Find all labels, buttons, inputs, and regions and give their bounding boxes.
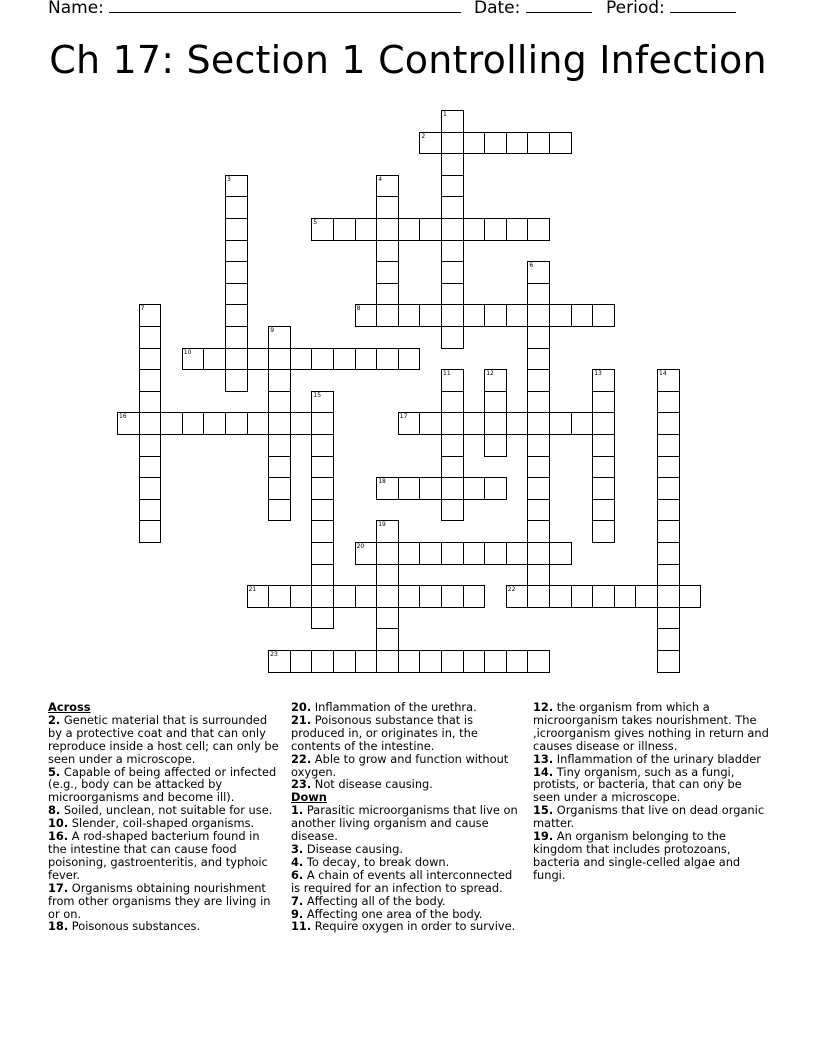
- grid-cell[interactable]: [203, 348, 226, 371]
- grid-cell[interactable]: [268, 650, 291, 673]
- grid-cell[interactable]: [549, 304, 572, 327]
- across-heading: Across: [48, 700, 91, 714]
- grid-cell[interactable]: [441, 218, 464, 241]
- grid-cell[interactable]: [225, 196, 248, 219]
- clue-item: [48, 920, 280, 933]
- grid-cell[interactable]: [506, 412, 529, 435]
- clue-number: 20: [356, 543, 365, 550]
- grid-cell[interactable]: [376, 650, 399, 673]
- grid-cell[interactable]: [441, 283, 464, 306]
- clue-number: 21.: [291, 712, 312, 727]
- page-title: Ch 17: Section 1 Controlling Infection: [49, 38, 767, 82]
- grid-cell[interactable]: [311, 520, 334, 543]
- grid-cell[interactable]: [333, 650, 356, 673]
- grid-cell[interactable]: [549, 132, 572, 155]
- grid-cell[interactable]: [657, 456, 680, 479]
- grid-cell[interactable]: [311, 607, 334, 630]
- grid-cell[interactable]: [139, 520, 162, 543]
- clue-item: [533, 804, 769, 830]
- grid-cell[interactable]: [268, 477, 291, 500]
- grid-cell[interactable]: [333, 348, 356, 371]
- clue-number: 5: [313, 219, 318, 226]
- grid-cell[interactable]: [527, 499, 550, 522]
- grid-cell[interactable]: [441, 153, 464, 176]
- grid-cell[interactable]: [376, 628, 399, 651]
- grid-cell[interactable]: [441, 304, 464, 327]
- grid-cell[interactable]: [376, 348, 399, 371]
- grid-cell[interactable]: [527, 283, 550, 306]
- grid-cell[interactable]: [225, 175, 248, 198]
- clue-number: 13.: [533, 751, 554, 766]
- clue-number: 14.: [533, 764, 554, 779]
- grid-cell[interactable]: [247, 412, 270, 435]
- grid-cell[interactable]: [484, 132, 507, 155]
- grid-cell[interactable]: [419, 477, 442, 500]
- grid-cell[interactable]: [463, 132, 486, 155]
- clue-number: 23.: [291, 777, 312, 792]
- grid-cell[interactable]: [225, 369, 248, 392]
- grid-cell[interactable]: [527, 132, 550, 155]
- clue-number: 3.: [291, 841, 304, 856]
- clues-column-1: [48, 701, 280, 933]
- grid-cell[interactable]: [311, 434, 334, 457]
- grid-cell[interactable]: [463, 542, 486, 565]
- grid-cell[interactable]: [441, 326, 464, 349]
- grid-cell[interactable]: [527, 456, 550, 479]
- grid-cell[interactable]: [506, 542, 529, 565]
- grid-cell[interactable]: [463, 585, 486, 608]
- clue-number: 1.: [291, 803, 304, 818]
- grid-cell[interactable]: [139, 304, 162, 327]
- grid-cell[interactable]: [311, 542, 334, 565]
- grid-cell[interactable]: [268, 456, 291, 479]
- grid-cell[interactable]: [592, 391, 615, 414]
- grid-cell[interactable]: [225, 240, 248, 263]
- clue-number: 10.: [48, 816, 69, 831]
- grid-cell[interactable]: [225, 348, 248, 371]
- clue-text: Soiled, unclean, not suitable for use.: [60, 803, 273, 818]
- grid-cell[interactable]: [657, 607, 680, 630]
- grid-cell[interactable]: [527, 369, 550, 392]
- clue-text: Disease causing.: [303, 841, 403, 856]
- grid-cell[interactable]: [376, 520, 399, 543]
- clue-item: [48, 714, 280, 766]
- grid-cell[interactable]: [592, 412, 615, 435]
- clue-text: Able to grow and function without oxygen.: [291, 751, 509, 779]
- clue-item: [533, 701, 769, 753]
- grid-cell[interactable]: [592, 477, 615, 500]
- grid-cell[interactable]: [398, 218, 421, 241]
- grid-cell[interactable]: [657, 412, 680, 435]
- grid-cell[interactable]: [376, 477, 399, 500]
- grid-cell[interactable]: [139, 477, 162, 500]
- grid-cell[interactable]: [333, 585, 356, 608]
- clue-number: 5.: [48, 764, 61, 779]
- clue-number: 1: [443, 111, 447, 118]
- down-heading: Down: [291, 790, 327, 805]
- grid-cell[interactable]: [398, 585, 421, 608]
- clue-number: 4: [378, 175, 383, 183]
- grid-cell[interactable]: [592, 499, 615, 522]
- grid-cell[interactable]: [398, 412, 421, 435]
- grid-cell[interactable]: [441, 456, 464, 479]
- grid-cell[interactable]: [592, 304, 615, 327]
- grid-cell[interactable]: [268, 326, 291, 349]
- clue-number: 9.: [291, 906, 304, 921]
- date-label: Date:: [474, 0, 521, 18]
- clue-number: 17.: [48, 880, 69, 895]
- grid-cell[interactable]: [441, 585, 464, 608]
- grid-cell[interactable]: [463, 218, 486, 241]
- grid-cell[interactable]: [463, 304, 486, 327]
- clue-item: [291, 920, 519, 933]
- grid-cell[interactable]: [398, 542, 421, 565]
- grid-cell[interactable]: [441, 434, 464, 457]
- grid-cell[interactable]: [311, 456, 334, 479]
- grid-cell[interactable]: [657, 628, 680, 651]
- grid-cell[interactable]: [679, 585, 702, 608]
- grid-cell[interactable]: [419, 412, 442, 435]
- grid-cell[interactable]: [290, 412, 313, 435]
- clue-text: Require oxygen in order to survive.: [311, 919, 516, 934]
- grid-cell[interactable]: [268, 585, 291, 608]
- grid-cell[interactable]: [419, 304, 442, 327]
- grid-cell[interactable]: [355, 650, 378, 673]
- grid-cell[interactable]: [355, 585, 378, 608]
- clue-text: Organisms obtaining nourishment from other organisms they are living in or on.: [48, 880, 271, 921]
- grid-cell[interactable]: [441, 477, 464, 500]
- clue-number: 2: [421, 132, 426, 140]
- grid-cell[interactable]: [311, 499, 334, 522]
- grid-cell[interactable]: [592, 520, 615, 543]
- clue-text: Capable of being affected or infected (e.g., body can be attacked by microorganisms and become ill).: [48, 764, 277, 805]
- clue-item: [48, 766, 280, 805]
- grid-cell[interactable]: [139, 391, 162, 414]
- grid-cell[interactable]: [290, 348, 313, 371]
- grid-cell[interactable]: [311, 412, 334, 435]
- grid-cell[interactable]: [527, 326, 550, 349]
- grid-cell[interactable]: [268, 369, 291, 392]
- grid-cell[interactable]: [376, 585, 399, 608]
- clue-text: Poisonous substances.: [68, 919, 201, 934]
- clue-number: 2.: [48, 712, 61, 727]
- clue-number: 20.: [291, 700, 312, 714]
- grid-cell[interactable]: [549, 585, 572, 608]
- grid-cell[interactable]: [160, 412, 183, 435]
- grid-cell[interactable]: [657, 650, 680, 673]
- clue-item: [291, 869, 519, 895]
- clue-text: Organisms that live on dead organic matter.: [533, 803, 765, 831]
- clue-number: 19: [378, 521, 386, 529]
- grid-cell[interactable]: [376, 175, 399, 198]
- clue-number: 8.: [48, 803, 61, 818]
- clue-text: To decay, to break down.: [303, 854, 450, 869]
- clue-text: An organism belonging to the kingdom that includes protozoans, bacteria and single-celled algae and fungi.: [533, 829, 741, 882]
- grid-cell[interactable]: [376, 196, 399, 219]
- grid-cell[interactable]: [463, 477, 486, 500]
- grid-cell[interactable]: [441, 499, 464, 522]
- grid-cell[interactable]: [117, 412, 140, 435]
- grid-cell[interactable]: [376, 261, 399, 284]
- grid-cell[interactable]: [441, 196, 464, 219]
- grid-cell[interactable]: [376, 304, 399, 327]
- clue-text: Genetic material that is surrounded by a protective coat and that can only reproduce inside a host cell; can only be seen under a microscope.: [48, 712, 279, 766]
- clue-number: 18: [378, 478, 386, 486]
- grid-cell[interactable]: [419, 542, 442, 565]
- grid-cell[interactable]: [527, 391, 550, 414]
- grid-cell[interactable]: [657, 477, 680, 500]
- grid-cell[interactable]: [268, 499, 291, 522]
- grid-cell[interactable]: [441, 132, 464, 155]
- clue-number: 12: [486, 370, 494, 378]
- grid-cell[interactable]: [592, 585, 615, 608]
- grid-cell[interactable]: [139, 456, 162, 479]
- clue-number: 18.: [48, 919, 69, 934]
- grid-cell[interactable]: [527, 564, 550, 587]
- clue-text: Inflammation of the urethra.: [311, 700, 477, 714]
- grid-cell[interactable]: [484, 412, 507, 435]
- grid-cell[interactable]: [247, 348, 270, 371]
- grid-cell[interactable]: [527, 348, 550, 371]
- grid-cell[interactable]: [463, 650, 486, 673]
- clue-number: 11.: [291, 919, 312, 934]
- grid-cell[interactable]: [311, 477, 334, 500]
- clue-item: [291, 753, 519, 779]
- grid-cell[interactable]: [333, 218, 356, 241]
- grid-cell[interactable]: [527, 650, 550, 673]
- grid-cell[interactable]: [225, 261, 248, 284]
- grid-cell[interactable]: [506, 650, 529, 673]
- grid-cell[interactable]: [441, 391, 464, 414]
- grid-cell[interactable]: [657, 520, 680, 543]
- clues-column-2: [291, 701, 519, 933]
- clue-number: 15: [313, 391, 322, 399]
- clue-number: 21: [248, 586, 257, 594]
- grid-cell[interactable]: [506, 585, 529, 608]
- clue-item: [48, 882, 280, 921]
- clue-text: Poisonous substance that is produced in, or originates in, the contents of the intestine.: [291, 712, 478, 753]
- grid-cell[interactable]: [441, 110, 464, 133]
- clue-number: 3: [227, 175, 231, 183]
- clue-text: Affecting all of the body.: [303, 893, 446, 908]
- grid-cell[interactable]: [247, 585, 270, 608]
- clue-number: 17: [399, 413, 408, 421]
- grid-cell[interactable]: [182, 348, 205, 371]
- grid-cell[interactable]: [484, 391, 507, 414]
- grid-cell[interactable]: [355, 218, 378, 241]
- grid-cell[interactable]: [419, 218, 442, 241]
- grid-cell[interactable]: [657, 585, 680, 608]
- grid-cell[interactable]: [527, 304, 550, 327]
- clue-item: [291, 714, 519, 753]
- grid-cell[interactable]: [225, 326, 248, 349]
- grid-cell[interactable]: [311, 585, 334, 608]
- grid-cell[interactable]: [311, 564, 334, 587]
- grid-cell[interactable]: [614, 585, 637, 608]
- clue-number: 15.: [533, 803, 554, 818]
- grid-cell[interactable]: [527, 520, 550, 543]
- grid-cell[interactable]: [592, 369, 615, 392]
- grid-cell[interactable]: [376, 564, 399, 587]
- grid-cell[interactable]: [635, 585, 658, 608]
- grid-cell[interactable]: [225, 412, 248, 435]
- clue-number: 4.: [291, 854, 304, 869]
- clue-text: A chain of events all interconnected is required for an infection to spread.: [291, 867, 513, 895]
- grid-cell[interactable]: [484, 477, 507, 500]
- grid-cell[interactable]: [290, 585, 313, 608]
- grid-cell[interactable]: [441, 175, 464, 198]
- clue-number: 12.: [533, 700, 554, 714]
- clue-text: the organism from which a microorganism takes nourishment. The ,icroorganism gives nothing in return and causes disease or illness.: [533, 700, 769, 753]
- grid-cell[interactable]: [484, 650, 507, 673]
- grid-cell[interactable]: [549, 542, 572, 565]
- clue-text: Tiny organism, such as a fungi, protists, or bacteria, that can ony be seen under a microscope.: [533, 764, 742, 805]
- grid-cell[interactable]: [376, 283, 399, 306]
- clue-number: 22.: [291, 751, 312, 766]
- clue-number: 19.: [533, 829, 554, 844]
- name-label: Name:: [48, 0, 104, 18]
- grid-cell[interactable]: [441, 650, 464, 673]
- grid-cell[interactable]: [419, 132, 442, 155]
- grid-cell[interactable]: [441, 261, 464, 284]
- clue-number: 10: [183, 348, 192, 356]
- grid-cell[interactable]: [571, 585, 594, 608]
- grid-cell[interactable]: [398, 650, 421, 673]
- grid-cell[interactable]: [311, 391, 334, 414]
- grid-cell[interactable]: [419, 650, 442, 673]
- clue-number: 16: [119, 413, 127, 421]
- grid-cell[interactable]: [290, 650, 313, 673]
- clue-item: [533, 766, 769, 805]
- clue-item: [533, 830, 769, 882]
- grid-cell[interactable]: [657, 434, 680, 457]
- grid-cell[interactable]: [484, 542, 507, 565]
- grid-cell[interactable]: [225, 218, 248, 241]
- grid-cell[interactable]: [506, 218, 529, 241]
- grid-cell[interactable]: [571, 412, 594, 435]
- grid-cell[interactable]: [441, 412, 464, 435]
- grid-cell[interactable]: [657, 564, 680, 587]
- clue-number: 16.: [48, 829, 69, 844]
- grid-cell[interactable]: [484, 369, 507, 392]
- clue-text: Inflammation of the urinary bladder: [553, 751, 761, 766]
- grid-cell[interactable]: [527, 218, 550, 241]
- grid-cell[interactable]: [549, 412, 572, 435]
- grid-cell[interactable]: [268, 412, 291, 435]
- grid-cell[interactable]: [527, 261, 550, 284]
- clue-number: 22: [507, 586, 516, 594]
- clue-number: 8: [356, 305, 361, 313]
- grid-cell[interactable]: [376, 240, 399, 263]
- grid-cell[interactable]: [463, 412, 486, 435]
- clue-item: [291, 804, 519, 843]
- grid-cell[interactable]: [139, 412, 162, 435]
- clue-number: 14: [659, 370, 667, 378]
- grid-cell[interactable]: [139, 499, 162, 522]
- grid-cell[interactable]: [657, 499, 680, 522]
- grid-cell[interactable]: [355, 542, 378, 565]
- grid-cell[interactable]: [419, 585, 442, 608]
- grid-cell[interactable]: [657, 542, 680, 565]
- clue-number: 6.: [291, 867, 304, 882]
- grid-cell[interactable]: [139, 326, 162, 349]
- clue-text: Affecting one area of the body.: [303, 906, 483, 921]
- grid-cell[interactable]: [484, 218, 507, 241]
- grid-cell[interactable]: [398, 304, 421, 327]
- clue-text: A rod-shaped bacterium found in the intestine that can cause food poisoning, gastroenteritis, and typhoic fever.: [48, 829, 268, 882]
- grid-cell[interactable]: [376, 542, 399, 565]
- grid-cell[interactable]: [376, 607, 399, 630]
- grid-cell[interactable]: [592, 456, 615, 479]
- grid-cell[interactable]: [441, 240, 464, 263]
- clue-number: 7: [140, 305, 145, 313]
- grid-cell[interactable]: [139, 369, 162, 392]
- grid-cell[interactable]: [506, 304, 529, 327]
- grid-cell[interactable]: [268, 434, 291, 457]
- clue-text: Parasitic microorganisms that live on another living organism and cause disease.: [291, 803, 518, 844]
- grid-cell[interactable]: [311, 218, 334, 241]
- grid-cell[interactable]: [182, 412, 205, 435]
- clue-number: 23: [270, 651, 278, 658]
- grid-cell[interactable]: [441, 542, 464, 565]
- grid-cell[interactable]: [225, 283, 248, 306]
- grid-cell[interactable]: [311, 348, 334, 371]
- clue-number: 6: [529, 262, 534, 270]
- grid-cell[interactable]: [225, 304, 248, 327]
- clue-text: Not disease causing.: [311, 777, 433, 792]
- grid-cell[interactable]: [592, 434, 615, 457]
- grid-cell[interactable]: [398, 348, 421, 371]
- grid-cell[interactable]: [484, 434, 507, 457]
- grid-cell[interactable]: [527, 434, 550, 457]
- grid-cell[interactable]: [376, 218, 399, 241]
- grid-cell[interactable]: [355, 304, 378, 327]
- clue-text: Slender, coil-shaped organisms.: [68, 816, 255, 831]
- grid-cell[interactable]: [139, 348, 162, 371]
- grid-cell[interactable]: [139, 434, 162, 457]
- grid-cell[interactable]: [398, 477, 421, 500]
- grid-cell[interactable]: [527, 412, 550, 435]
- clue-number: 7.: [291, 893, 304, 908]
- grid-cell[interactable]: [441, 369, 464, 392]
- grid-cell[interactable]: [311, 650, 334, 673]
- grid-cell[interactable]: [355, 348, 378, 371]
- grid-cell[interactable]: [571, 304, 594, 327]
- grid-cell[interactable]: [657, 369, 680, 392]
- period-label: Period:: [606, 0, 665, 18]
- grid-cell[interactable]: [506, 132, 529, 155]
- grid-cell[interactable]: [203, 412, 226, 435]
- grid-cell[interactable]: [527, 585, 550, 608]
- grid-cell[interactable]: [268, 391, 291, 414]
- grid-cell[interactable]: [527, 542, 550, 565]
- clue-number: 13: [594, 370, 602, 378]
- clue-item: [48, 830, 280, 882]
- clues-column-3: [533, 701, 769, 882]
- clue-number: 11: [443, 370, 451, 378]
- grid-cell[interactable]: [268, 348, 291, 371]
- grid-cell[interactable]: [527, 477, 550, 500]
- clue-number: 9: [270, 327, 275, 334]
- grid-cell[interactable]: [484, 304, 507, 327]
- grid-cell[interactable]: [657, 391, 680, 414]
